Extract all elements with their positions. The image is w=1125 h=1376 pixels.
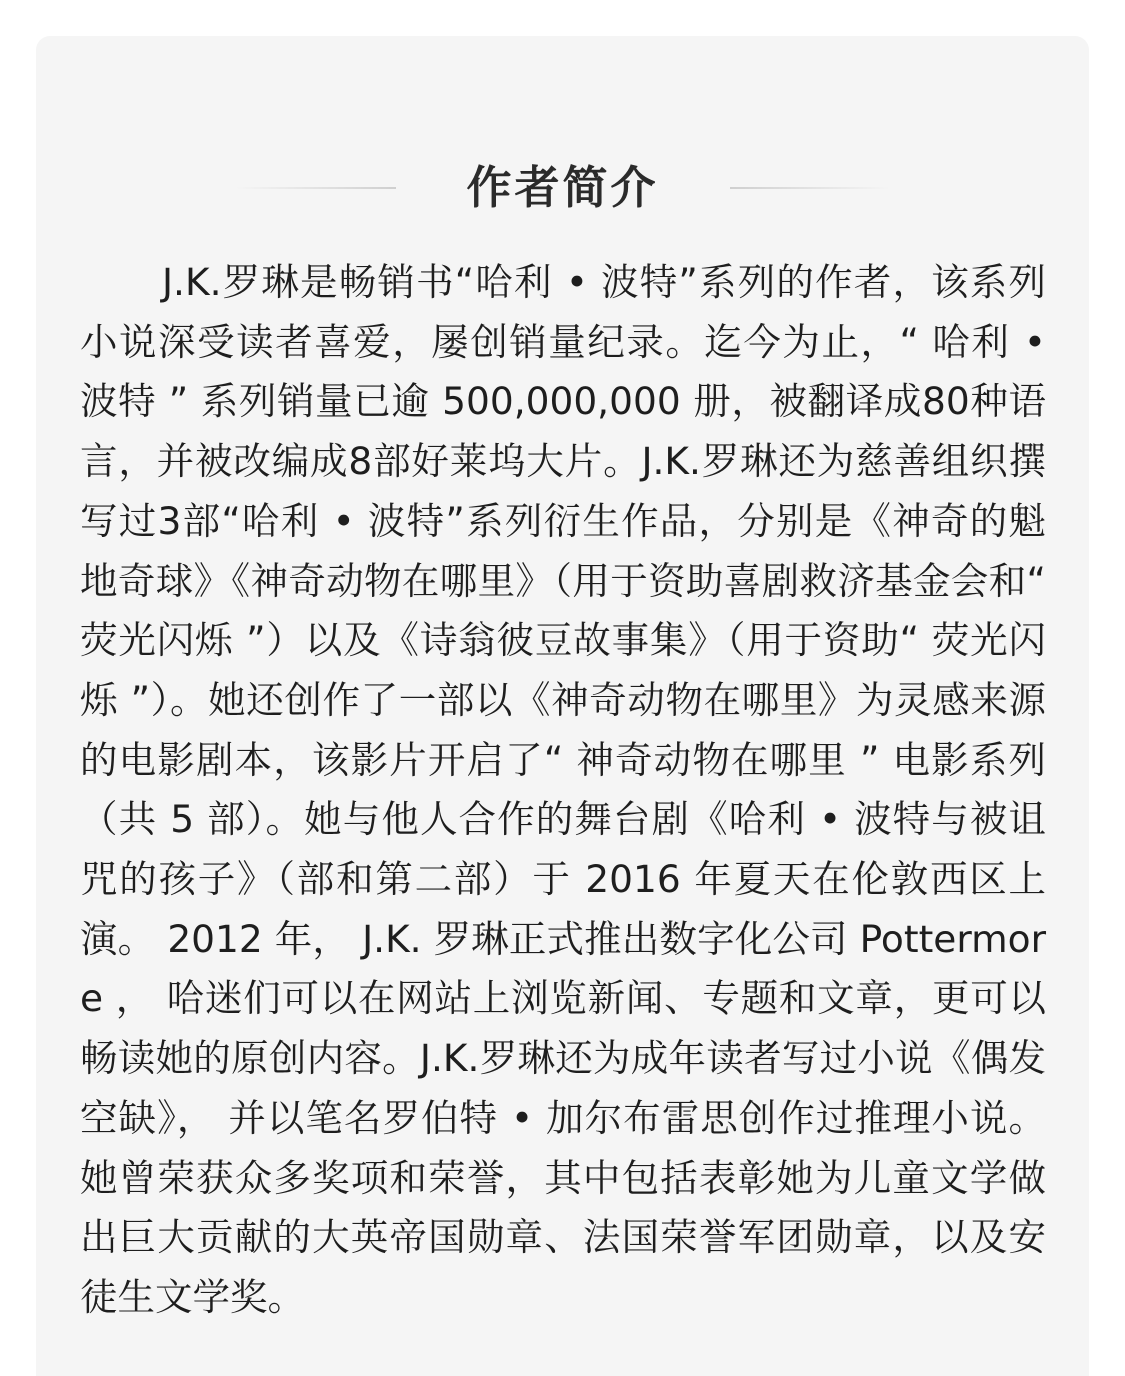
section-header — [36, 148, 1089, 228]
author-intro-card — [36, 36, 1089, 1376]
author-bio-paragraph: J.K.罗琳是畅销书“哈利 • 波特”系列的作者，该系列小说深受读者喜爱，屡创销量纪录。迄今为止，“ 哈利 • 波特 ” 系列销量已逾 500,000,000 册，被翻译成80种语言，并被改编成8部好莱坞大片。J.K.罗琳还为慈善组织撰写过3部“哈利 • 波特”系列衍生作品，分别是《神奇的魁地奇球》《神奇动物在哪里》（用于资助喜剧救济基金会和“ 荧光闪烁 ”）以及《诗翁彼豆故事集》（用于资助“ 荧光闪烁 ”）。她还创作了一部以《神奇动物在哪里》为灵感来源的电影剧本，该影片开启了“ 神奇动物在哪里 ” 电影系列（共 5 部）。她与他人合作的舞台剧《哈利 • 波特与被诅咒的孩子》（部和第二部）于 2016 年夏天在伦敦西区上演。 2012 年， J.K. 罗琳正式推出数字化公司 Pottermore ， 哈迷们可以在网站上浏览新闻、专题和文章，更可以畅读她的原创内容。J.K.罗琳还为成年读者写过小说《偶发空缺》， 并以笔名罗伯特 • 加尔布雷思创作过推理小说。她曾荣获众多奖项和荣誉，其中包括表彰她为儿童文学做出巨大贡献的大英帝国勋章、法国荣誉军团勋章，以及安徒生文学奖。 — [80, 260, 1046, 1319]
section-title: 作者简介 — [466, 161, 659, 214]
right-divider — [730, 187, 890, 189]
